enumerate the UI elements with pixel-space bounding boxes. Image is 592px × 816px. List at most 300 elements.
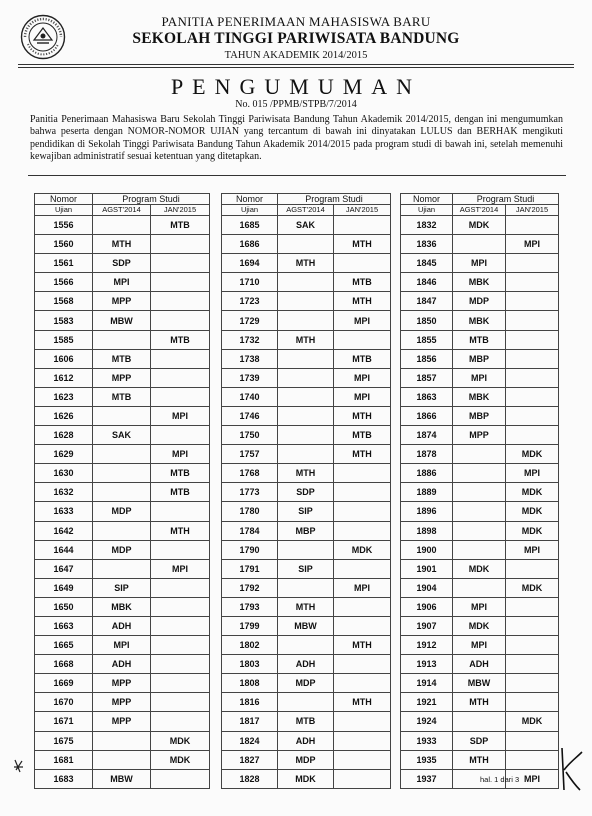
- exam-number-cell: 1675: [35, 731, 93, 750]
- program-agst-cell: [453, 235, 506, 254]
- program-jan-cell: [506, 655, 559, 674]
- program-jan-cell: [151, 235, 210, 254]
- program-agst-cell: MDK: [278, 769, 334, 788]
- exam-number-cell: 1665: [35, 636, 93, 655]
- program-agst-cell: MDP: [93, 502, 151, 521]
- table-row: [401, 502, 559, 521]
- exam-number-cell: 1566: [35, 273, 93, 292]
- table-row: [35, 254, 210, 273]
- table-row: [222, 349, 391, 368]
- program-jan-cell: [334, 216, 391, 235]
- program-agst-cell: [93, 521, 151, 540]
- header-agst: AGST'2014: [93, 205, 151, 216]
- table-row: [401, 445, 559, 464]
- exam-number-cell: 1642: [35, 521, 93, 540]
- exam-number-cell: 1808: [222, 674, 278, 693]
- exam-number-cell: 1836: [401, 235, 453, 254]
- academic-year-heading: TAHUN AKADEMIK 2014/2015: [224, 50, 368, 61]
- table-row: [222, 502, 391, 521]
- exam-number-cell: 1623: [35, 387, 93, 406]
- exam-number-cell: 1832: [401, 216, 453, 235]
- announcement-body: Panitia Penerimaan Mahasiswa Baru Sekolah Tinggi Pariwisata Bandung Tahun Akademik 2014/2015, dengan ini mengumumkan bahwa peserta dengan NOMOR-NOMOR UJIAN yang tercantum di bawah ini dinyatakan LULUS dan BERHAK mengikuti pendidikan di Sekolah Tinggi Pariwisata Bandung Tahun Akademik 2014/2015 pada program studi di bawah ini, setelah memenuhi kewajiban administratif sesuai ketentuan yang ditetapkan.: [30, 114, 563, 163]
- program-jan-cell: MDK: [506, 445, 559, 464]
- program-agst-cell: MBK: [453, 387, 506, 406]
- program-jan-cell: [506, 616, 559, 635]
- exam-number-cell: 1857: [401, 368, 453, 387]
- program-agst-cell: MBP: [453, 406, 506, 425]
- exam-number-cell: 1904: [401, 578, 453, 597]
- table-row: [222, 368, 391, 387]
- exam-number-cell: 1914: [401, 674, 453, 693]
- program-agst-cell: [93, 216, 151, 235]
- table-row: [401, 578, 559, 597]
- table-row: [401, 311, 559, 330]
- program-jan-cell: [334, 597, 391, 616]
- program-agst-cell: MTH: [93, 235, 151, 254]
- program-jan-cell: [334, 254, 391, 273]
- table-row: [401, 330, 559, 349]
- program-jan-cell: [506, 273, 559, 292]
- header-jan: JAN'2015: [151, 205, 210, 216]
- table-row: [222, 311, 391, 330]
- exam-number-cell: 1669: [35, 674, 93, 693]
- program-jan-cell: [334, 330, 391, 349]
- table-row: [222, 426, 391, 445]
- program-jan-cell: [151, 693, 210, 712]
- table-row: [401, 254, 559, 273]
- header-rule-thin: [18, 67, 574, 68]
- program-agst-cell: [93, 750, 151, 769]
- program-jan-cell: [506, 254, 559, 273]
- program-jan-cell: [506, 693, 559, 712]
- table-row: [401, 636, 559, 655]
- program-jan-cell: MTH: [334, 292, 391, 311]
- program-jan-cell: MTH: [334, 445, 391, 464]
- table-row: [35, 483, 210, 502]
- program-agst-cell: MDP: [278, 674, 334, 693]
- exam-number-cell: 1802: [222, 636, 278, 655]
- table-row: [35, 311, 210, 330]
- table-row: [222, 674, 391, 693]
- program-agst-cell: MTB: [453, 330, 506, 349]
- exam-number-cell: 1799: [222, 616, 278, 635]
- exam-number-cell: 1632: [35, 483, 93, 502]
- table-row: [401, 406, 559, 425]
- exam-number-cell: 1612: [35, 368, 93, 387]
- program-agst-cell: MDP: [278, 750, 334, 769]
- program-jan-cell: [334, 483, 391, 502]
- table-row: [35, 636, 210, 655]
- program-jan-cell: MTB: [151, 330, 210, 349]
- table-row: [35, 540, 210, 559]
- table-row: [222, 521, 391, 540]
- exam-number-cell: 1686: [222, 235, 278, 254]
- program-agst-cell: [278, 636, 334, 655]
- program-jan-cell: [334, 521, 391, 540]
- table-row: [222, 483, 391, 502]
- program-jan-cell: [151, 502, 210, 521]
- program-jan-cell: MPI: [334, 311, 391, 330]
- exam-number-cell: 1685: [222, 216, 278, 235]
- exam-number-cell: 1898: [401, 521, 453, 540]
- exam-number-cell: 1630: [35, 464, 93, 483]
- program-agst-cell: MBK: [453, 273, 506, 292]
- program-jan-cell: [334, 655, 391, 674]
- exam-number-cell: 1663: [35, 616, 93, 635]
- program-jan-cell: MPI: [334, 578, 391, 597]
- program-agst-cell: [93, 406, 151, 425]
- table-row: [401, 597, 559, 616]
- program-jan-cell: MDK: [506, 483, 559, 502]
- program-jan-cell: [506, 597, 559, 616]
- exam-number-cell: 1933: [401, 731, 453, 750]
- exam-number-cell: 1670: [35, 693, 93, 712]
- exam-number-cell: 1780: [222, 502, 278, 521]
- header-ujian: Ujian: [222, 205, 278, 216]
- program-agst-cell: MTH: [453, 750, 506, 769]
- program-jan-cell: MDK: [151, 750, 210, 769]
- exam-number-cell: 1900: [401, 540, 453, 559]
- program-agst-cell: [278, 273, 334, 292]
- program-agst-cell: [453, 483, 506, 502]
- exam-number-cell: 1921: [401, 693, 453, 712]
- table-row: [222, 273, 391, 292]
- program-agst-cell: MTB: [93, 387, 151, 406]
- exam-number-cell: 1863: [401, 387, 453, 406]
- exam-number-cell: 1845: [401, 254, 453, 273]
- exam-number-cell: 1583: [35, 311, 93, 330]
- exam-number-cell: 1856: [401, 349, 453, 368]
- program-agst-cell: [278, 387, 334, 406]
- program-agst-cell: ADH: [278, 655, 334, 674]
- exam-number-cell: 1739: [222, 368, 278, 387]
- program-agst-cell: MPP: [93, 368, 151, 387]
- header-program-studi: Program Studi: [93, 194, 210, 205]
- table-row: [35, 216, 210, 235]
- table-row: [222, 769, 391, 788]
- program-jan-cell: [151, 387, 210, 406]
- program-jan-cell: [151, 597, 210, 616]
- program-jan-cell: [151, 254, 210, 273]
- program-agst-cell: MDK: [453, 559, 506, 578]
- program-jan-cell: [151, 540, 210, 559]
- table-row: [222, 693, 391, 712]
- table-row: [35, 616, 210, 635]
- exam-number-cell: 1561: [35, 254, 93, 273]
- exam-number-cell: 1650: [35, 597, 93, 616]
- program-agst-cell: MTH: [278, 597, 334, 616]
- table-row: [35, 769, 210, 788]
- program-agst-cell: [93, 483, 151, 502]
- program-agst-cell: ADH: [453, 655, 506, 674]
- table-row: [35, 426, 210, 445]
- exam-number-cell: 1793: [222, 597, 278, 616]
- program-jan-cell: [151, 578, 210, 597]
- header-nomor: Nomor: [35, 194, 93, 205]
- exam-number-cell: 1668: [35, 655, 93, 674]
- results-table-3: [400, 193, 559, 789]
- exam-number-cell: 1913: [401, 655, 453, 674]
- signature-initial: [556, 744, 586, 794]
- exam-number-cell: 1784: [222, 521, 278, 540]
- program-jan-cell: [506, 636, 559, 655]
- exam-number-cell: 1750: [222, 426, 278, 445]
- table-row: [401, 559, 559, 578]
- header-agst: AGST'2014: [278, 205, 334, 216]
- header-program-studi: Program Studi: [278, 194, 391, 205]
- program-jan-cell: MTH: [334, 693, 391, 712]
- program-jan-cell: [506, 426, 559, 445]
- program-agst-cell: [278, 311, 334, 330]
- table-row: [401, 349, 559, 368]
- program-jan-cell: [151, 311, 210, 330]
- program-agst-cell: SIP: [278, 559, 334, 578]
- program-jan-cell: MPI: [506, 235, 559, 254]
- program-agst-cell: MTH: [278, 254, 334, 273]
- program-agst-cell: [278, 693, 334, 712]
- exam-number-cell: 1740: [222, 387, 278, 406]
- program-agst-cell: SDP: [453, 731, 506, 750]
- program-jan-cell: [151, 426, 210, 445]
- exam-number-cell: 1850: [401, 311, 453, 330]
- table-row: [35, 349, 210, 368]
- program-jan-cell: MDK: [334, 540, 391, 559]
- program-agst-cell: [278, 292, 334, 311]
- table-row: [222, 406, 391, 425]
- handwritten-mark: [12, 756, 26, 776]
- table-row: [222, 636, 391, 655]
- program-agst-cell: MPP: [93, 693, 151, 712]
- exam-number-cell: 1817: [222, 712, 278, 731]
- program-jan-cell: MPI: [151, 559, 210, 578]
- program-jan-cell: [506, 216, 559, 235]
- program-agst-cell: MBP: [453, 349, 506, 368]
- exam-number-cell: 1732: [222, 330, 278, 349]
- program-agst-cell: [278, 368, 334, 387]
- exam-number-cell: 1878: [401, 445, 453, 464]
- table-row: [401, 292, 559, 311]
- announcement-title: PENGUMUMAN: [170, 74, 422, 99]
- program-jan-cell: [334, 769, 391, 788]
- program-jan-cell: [334, 464, 391, 483]
- program-agst-cell: [453, 464, 506, 483]
- program-agst-cell: [453, 540, 506, 559]
- exam-number-cell: 1896: [401, 502, 453, 521]
- table-row: [35, 292, 210, 311]
- header-rule-thick: [18, 64, 574, 65]
- table-row: [222, 578, 391, 597]
- exam-number-cell: 1827: [222, 750, 278, 769]
- program-agst-cell: MPI: [453, 254, 506, 273]
- program-jan-cell: MTH: [334, 235, 391, 254]
- program-agst-cell: MDK: [453, 216, 506, 235]
- program-agst-cell: [93, 445, 151, 464]
- table-row: [35, 559, 210, 578]
- program-jan-cell: [506, 330, 559, 349]
- exam-number-cell: 1606: [35, 349, 93, 368]
- exam-number-cell: 1792: [222, 578, 278, 597]
- table-row: [222, 445, 391, 464]
- header-ujian: Ujian: [401, 205, 453, 216]
- program-agst-cell: MPI: [93, 636, 151, 655]
- table-row: [401, 521, 559, 540]
- program-jan-cell: MPI: [334, 387, 391, 406]
- table-row: [35, 330, 210, 349]
- program-jan-cell: [506, 368, 559, 387]
- exam-number-cell: 1629: [35, 445, 93, 464]
- program-agst-cell: [453, 502, 506, 521]
- exam-number-cell: 1644: [35, 540, 93, 559]
- program-jan-cell: MDK: [151, 731, 210, 750]
- table-row: [35, 712, 210, 731]
- program-agst-cell: [278, 406, 334, 425]
- table-row: [35, 368, 210, 387]
- results-table-2: [221, 193, 391, 789]
- exam-number-cell: 1671: [35, 712, 93, 731]
- program-agst-cell: MTH: [453, 693, 506, 712]
- announcement-number: No. 015 /PPMB/STPB/7/2014: [235, 99, 357, 110]
- table-row: [222, 540, 391, 559]
- header-nomor: Nomor: [401, 194, 453, 205]
- table-row: [222, 712, 391, 731]
- exam-number-cell: 1694: [222, 254, 278, 273]
- exam-number-cell: 1924: [401, 712, 453, 731]
- program-agst-cell: ADH: [278, 731, 334, 750]
- program-jan-cell: [506, 292, 559, 311]
- program-jan-cell: MTH: [334, 406, 391, 425]
- program-agst-cell: MBW: [93, 311, 151, 330]
- program-agst-cell: MBW: [278, 616, 334, 635]
- program-jan-cell: [334, 616, 391, 635]
- table-row: [222, 750, 391, 769]
- program-agst-cell: MDP: [93, 540, 151, 559]
- table-row: [35, 578, 210, 597]
- table-row: [401, 368, 559, 387]
- program-jan-cell: MTB: [334, 349, 391, 368]
- table-row: [222, 616, 391, 635]
- table-row: [401, 464, 559, 483]
- table-row: [35, 273, 210, 292]
- program-jan-cell: [151, 655, 210, 674]
- exam-number-cell: 1628: [35, 426, 93, 445]
- program-jan-cell: [506, 349, 559, 368]
- table-row: [401, 387, 559, 406]
- exam-number-cell: 1647: [35, 559, 93, 578]
- program-agst-cell: MPP: [453, 426, 506, 445]
- header-program-studi: Program Studi: [453, 194, 559, 205]
- table-row: [35, 750, 210, 769]
- program-jan-cell: [151, 616, 210, 635]
- program-agst-cell: [453, 712, 506, 731]
- program-jan-cell: MTB: [151, 464, 210, 483]
- program-jan-cell: MTB: [334, 273, 391, 292]
- results-table-1: [34, 193, 210, 789]
- exam-number-cell: 1906: [401, 597, 453, 616]
- table-row: [401, 731, 559, 750]
- table-row: [35, 235, 210, 254]
- program-jan-cell: MDK: [506, 502, 559, 521]
- header-jan: JAN'2015: [334, 205, 391, 216]
- table-row: [401, 426, 559, 445]
- table-row: [222, 216, 391, 235]
- program-jan-cell: [151, 273, 210, 292]
- program-agst-cell: MDP: [453, 292, 506, 311]
- program-agst-cell: MBW: [453, 674, 506, 693]
- table-row: [401, 674, 559, 693]
- table-row: [222, 731, 391, 750]
- table-row: [222, 330, 391, 349]
- exam-number-cell: 1791: [222, 559, 278, 578]
- program-agst-cell: MTB: [93, 349, 151, 368]
- program-agst-cell: MPP: [93, 712, 151, 731]
- exam-number-cell: 1626: [35, 406, 93, 425]
- table-row: [401, 483, 559, 502]
- exam-number-cell: 1723: [222, 292, 278, 311]
- table-row: [35, 655, 210, 674]
- program-jan-cell: [151, 636, 210, 655]
- program-agst-cell: MBP: [278, 521, 334, 540]
- program-agst-cell: MBK: [453, 311, 506, 330]
- table-row: [401, 712, 559, 731]
- exam-number-cell: 1866: [401, 406, 453, 425]
- table-row: [35, 731, 210, 750]
- exam-number-cell: 1683: [35, 769, 93, 788]
- program-jan-cell: MTH: [334, 636, 391, 655]
- program-agst-cell: [93, 559, 151, 578]
- program-agst-cell: MPP: [93, 292, 151, 311]
- program-jan-cell: MPI: [151, 406, 210, 425]
- program-jan-cell: MTB: [151, 483, 210, 502]
- program-jan-cell: MPI: [151, 445, 210, 464]
- table-row: [35, 521, 210, 540]
- table-row: [222, 292, 391, 311]
- committee-heading: PANITIA PENERIMAAN MAHASISWA BARU: [161, 14, 431, 29]
- table-row: [401, 216, 559, 235]
- table-row: [35, 693, 210, 712]
- program-agst-cell: ADH: [93, 616, 151, 635]
- school-name-heading: SEKOLAH TINGGI PARIWISATA BANDUNG: [132, 30, 460, 47]
- program-jan-cell: MTB: [334, 426, 391, 445]
- program-agst-cell: [278, 235, 334, 254]
- program-jan-cell: [506, 406, 559, 425]
- exam-number-cell: 1846: [401, 273, 453, 292]
- exam-number-cell: 1912: [401, 636, 453, 655]
- program-jan-cell: [506, 731, 559, 750]
- program-agst-cell: MBK: [93, 597, 151, 616]
- table-row: [222, 387, 391, 406]
- program-jan-cell: [151, 769, 210, 788]
- program-jan-cell: [151, 674, 210, 693]
- table-row: [35, 597, 210, 616]
- program-agst-cell: SDP: [278, 483, 334, 502]
- exam-number-cell: 1847: [401, 292, 453, 311]
- program-agst-cell: MPI: [93, 273, 151, 292]
- exam-number-cell: 1746: [222, 406, 278, 425]
- exam-number-cell: 1729: [222, 311, 278, 330]
- exam-number-cell: 1710: [222, 273, 278, 292]
- program-agst-cell: MDK: [453, 616, 506, 635]
- program-jan-cell: [506, 311, 559, 330]
- program-jan-cell: [151, 712, 210, 731]
- table-row: [401, 235, 559, 254]
- program-agst-cell: [278, 426, 334, 445]
- program-agst-cell: SIP: [278, 502, 334, 521]
- program-agst-cell: MTH: [278, 330, 334, 349]
- header-nomor: Nomor: [222, 194, 278, 205]
- program-agst-cell: MPI: [453, 636, 506, 655]
- program-agst-cell: SAK: [278, 216, 334, 235]
- program-jan-cell: [334, 674, 391, 693]
